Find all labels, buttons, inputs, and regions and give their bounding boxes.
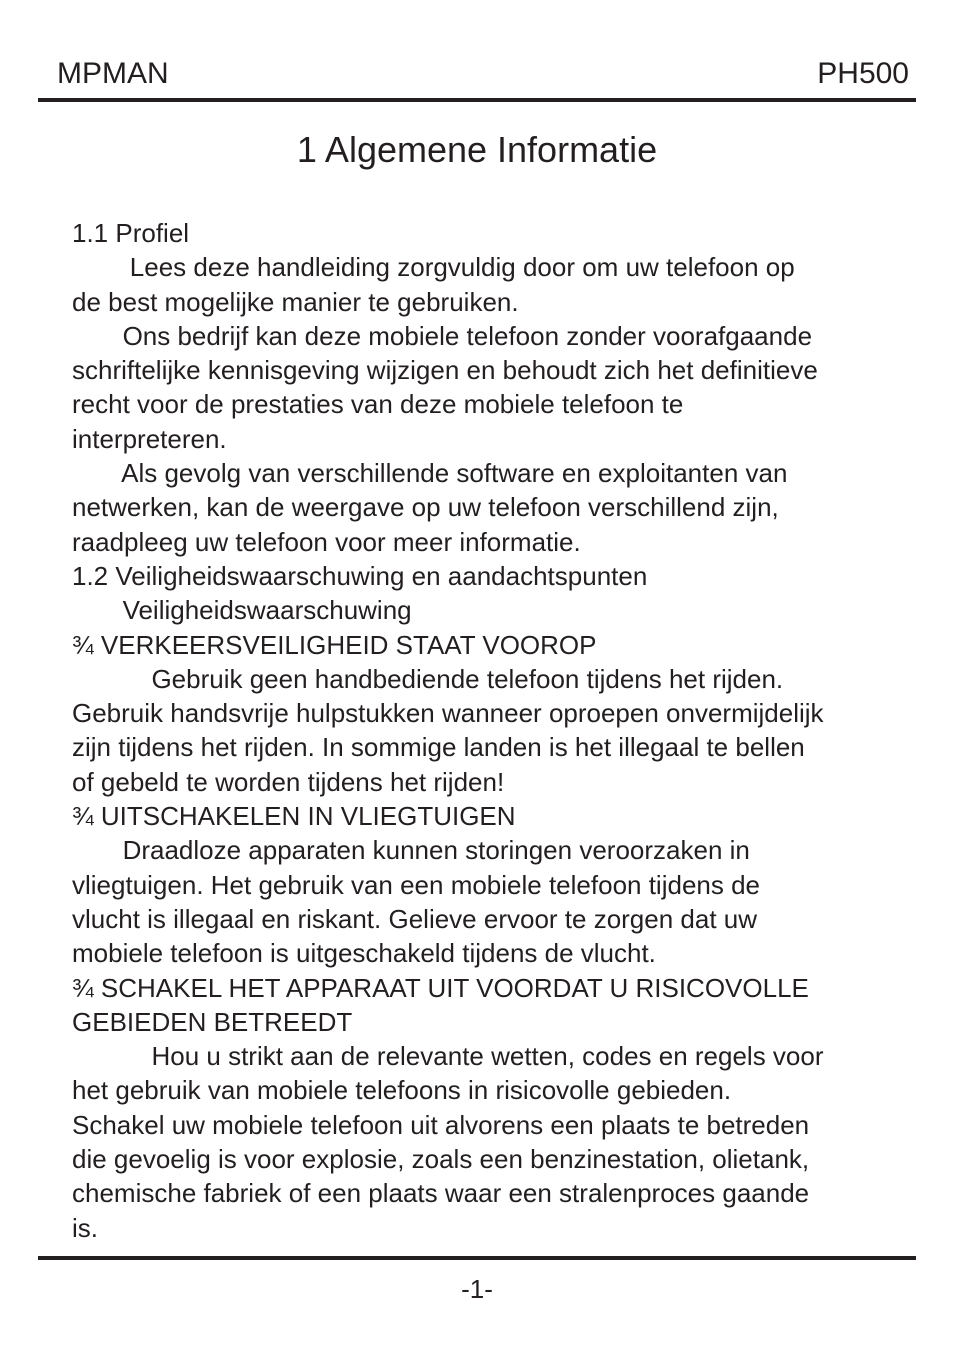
body-line: ¾ UITSCHAKELEN IN VLIEGTUIGEN <box>72 801 516 832</box>
body-line: zijn tijdens het rijden. In sommige landen is het illegaal te bellen <box>72 732 805 763</box>
body-line: Lees deze handleiding zorgvuldig door om uw telefoon op <box>72 252 795 283</box>
body-line: ¾ SCHAKEL HET APPARAAT UIT VOORDAT U RISICOVOLLE <box>72 972 809 1003</box>
body-line: of gebeld te worden tijdens het rijden! <box>72 766 505 797</box>
body-line: die gevoelig is voor explosie, zoals een benzinestation, olietank, <box>72 1144 810 1175</box>
body-line: Veiligheidswaarschuwing <box>72 595 412 626</box>
body-line: Hou u strikt aan de relevante wetten, codes en regels voor <box>72 1041 824 1072</box>
body-line: is. <box>72 1212 98 1243</box>
body-line: schriftelijke kennisgeving wijzigen en behoudt zich het definitieve <box>72 355 818 386</box>
body-line: mobiele telefoon is uitgeschakeld tijdens de vlucht. <box>72 938 656 969</box>
body-text <box>72 216 887 1245</box>
body-line: Schakel uw mobiele telefoon uit alvorens een plaats te betreden <box>72 1109 810 1140</box>
body-line: vliegtuigen. Het gebruik van een mobiele telefoon tijdens de <box>72 869 761 900</box>
body-line: GEBIEDEN BETREEDT <box>72 1006 353 1037</box>
footer-divider <box>38 1256 916 1260</box>
body-line: interpreteren. <box>72 423 227 454</box>
page-title: 1 Algemene Informatie <box>296 129 658 170</box>
body-line: Gebruik geen handbediende telefoon tijdens het rijden. <box>72 663 784 694</box>
body-line: 1.1 Profiel <box>72 218 190 248</box>
header-divider <box>38 98 916 102</box>
body-line: netwerken, kan de weergave op uw telefoon verschillend zijn, <box>72 492 779 523</box>
body-line: de best mogelijke manier te gebruiken. <box>72 286 519 317</box>
body-line: Ons bedrijf kan deze mobiele telefoon zonder voorafgaande <box>72 320 813 351</box>
body-line: ¾ VERKEERSVEILIGHEID STAAT VOOROP <box>72 629 597 660</box>
body-line: vlucht is illegaal en riskant. Gelieve ervoor te zorgen dat uw <box>72 903 758 934</box>
body-line: raadpleeg uw telefoon voor meer informatie. <box>72 526 581 557</box>
header-model: PH500 <box>817 57 909 90</box>
body-line: Als gevolg van verschillende software en exploitanten van <box>72 458 788 489</box>
body-line: Gebruik handsvrije hulpstukken wanneer oproepen onvermijdelijk <box>72 698 824 729</box>
body-line: 1.2 Veiligheidswaarschuwing en aandachtspunten <box>72 560 648 591</box>
body-line: Draadloze apparaten kunnen storingen veroorzaken in <box>72 835 750 866</box>
body-line: chemische fabriek of een plaats waar een stralenproces gaande <box>72 1178 810 1209</box>
body-line: het gebruik van mobiele telefoons in risicovolle gebieden. <box>72 1075 732 1106</box>
body-line: recht voor de prestaties van deze mobiele telefoon te <box>72 389 684 420</box>
header-brand: MPMAN <box>57 57 169 90</box>
page-number: -1- <box>461 1274 493 1304</box>
